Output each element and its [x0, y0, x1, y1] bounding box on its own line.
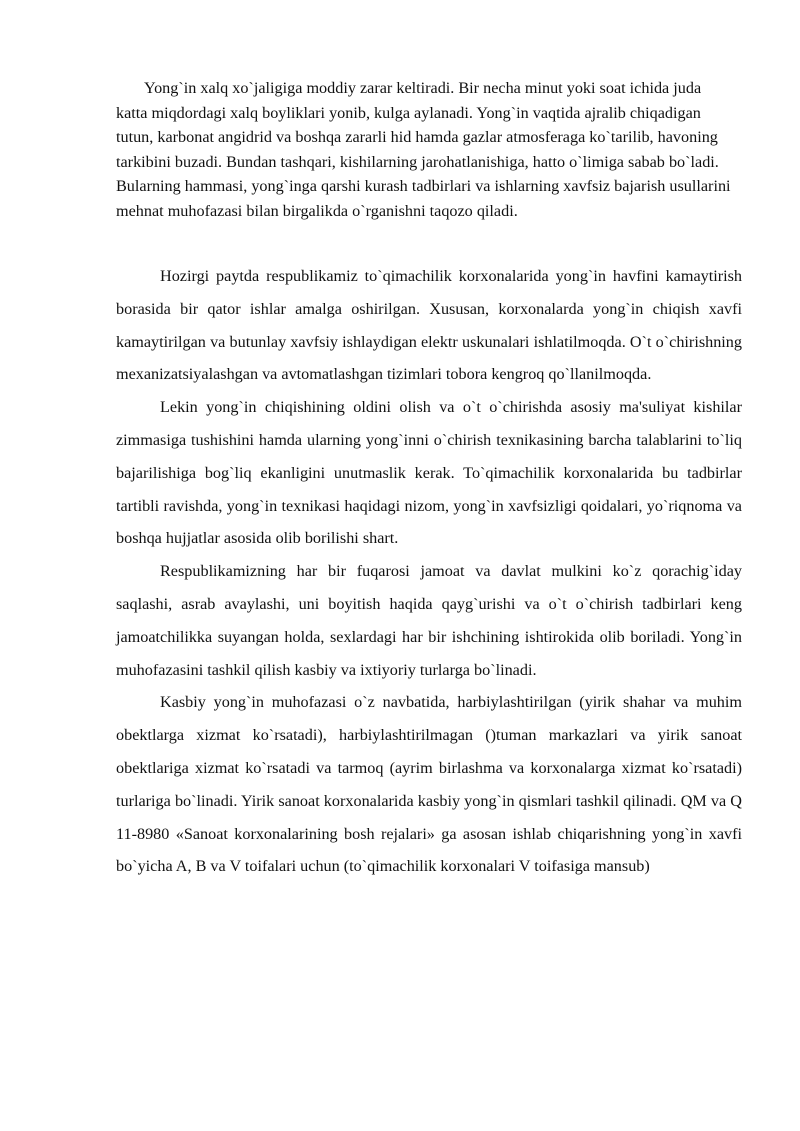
paragraph-fire-risk-reduction: Hozirgi paytda respublikamiz to`qimachilik korxonalarida yong`in havfini kamaytirish borasida bir qator ishlar amalga oshirilgan. Xususan, korxonalarda yong`in chiqish xavfi kamaytirilgan va butunlay xavfsiy ishlaydigan elektr uskunalari ishlatilmoqda. O`t o`chirishning mexanizatsiyalashgan va avtomatlashgan tizimlari tobora kengroq qo`llanilmoqda. — [116, 267, 742, 384]
intro-paragraph: Yong`in xalq xo`jaligiga moddiy zarar keltiradi. Bir necha minut yoki soat ichida juda katta miqdordagi xalq boyliklari yonib, kulga aylanadi. Yong`in vaqtida ajralib chiqadigan tutun, karbonat angidrid va boshqa zararli hid hamda gazlar atmosferaga ko`tarilib, havoning tarkibini buzadi. Bundan tashqari, kishilarning jarohatlanishiga, hatto o`limiga sabab bo`ladi. Bularning hammasi, yong`inga qarshi kurash tadbirlari va ishlarning xavfsiz bajarish usullarini mehnat muhofazasi bilan birgalikda o`rganishni taqozo qiladi. — [116, 79, 731, 220]
paragraph-citizen-duty: Respublikamizning har bir fuqarosi jamoat va davlat mulkini ko`z qorachig`iday saqlashi, asrab avaylashi, uni boyitish haqida qayg`urishi va o`t o`chirish tadbirlari keng jamoatchilikka suyangan holda, sexlardagi har bir ishchining ishtirokida olib boriladi. Yong`in muhofazasini tashkil qilish kasbiy va ixtiyoriy turlarga bo`linadi. — [116, 562, 742, 679]
document-body — [116, 260, 742, 883]
paragraph-professional-fire-service: Kasbiy yong`in muhofazasi o`z navbatida, harbiylashtirilgan (yirik shahar va muhim obektlarga xizmat ko`rsatadi), harbiylashtirilmagan ()tuman markazlari va yirik sanoat obektlariga xizmat ko`rsatadi va tarmoq (ayrim birlashma va korxonalarga xizmat ko`rsatadi) turlariga bo`linadi. Yirik sanoat korxonalarida kasbiy yong`in qismlari tashkil qilinadi. QM va Q 11-8980 «Sanoat korxonalarining bosh rejalari» ga asosan ishlab chiqarishning yong`in xavfi bo`yicha A, B va V toifalari uchun (to`qimachilik korxonalari V toifasiga mansub) — [116, 693, 742, 876]
paragraph-responsibility: Lekin yong`in chiqishining oldini olish va o`t o`chirishda asosiy ma'suliyat kishilar zimmasiga tushishini hamda ularning yong`inni o`chirish texnikasining barcha talablarini to`liq bajarilishiga bog`liq ekanligini unutmaslik kerak. To`qimachilik korxonalarida bu tadbirlar tartibli ravishda, yong`in texnikasi haqidagi nizom, yong`in xavfsizligi qoidalari, yo`riqnoma va boshqa hujjatlar asosida olib borilishi shart. — [116, 398, 742, 548]
